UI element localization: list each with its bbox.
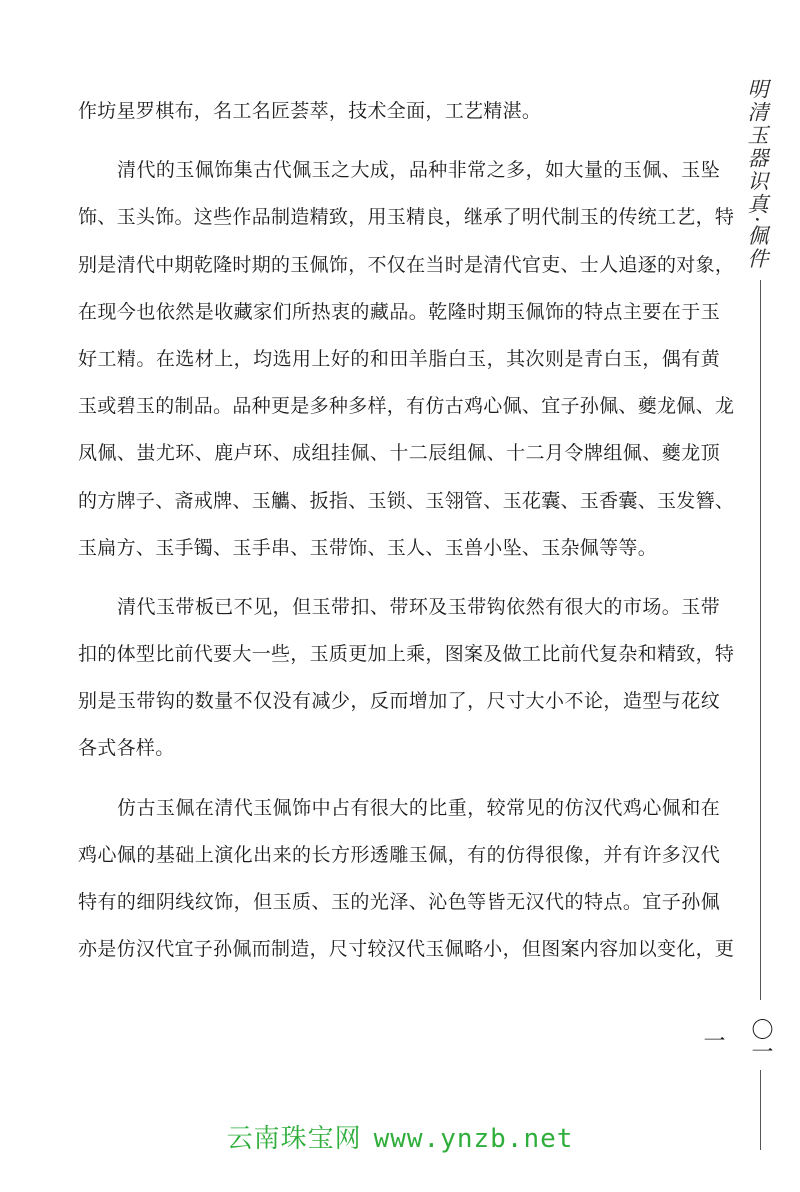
running-header: 明清玉器识真·佩件 <box>745 78 769 271</box>
watermark <box>0 1118 800 1155</box>
text-line: 在现今也依然是收藏家们所热衷的藏品。乾隆时期玉佩饰的特点主要在于玉 <box>78 300 720 323</box>
text-line: 别是玉带钩的数量不仅没有减少，反而增加了，尺寸大小不论，造型与花纹 <box>78 690 720 713</box>
text-line: 玉或碧玉的制品。品种更是多种多样，有仿古鸡心佩、宜子孙佩、夔龙佩、龙 <box>78 395 735 418</box>
text-line: 作坊星罗棋布，名工名匠荟萃，技术全面，工艺精湛。 <box>78 100 542 122</box>
text-line: 凤佩、蚩尤环、鹿卢环、成组挂佩、十二辰组佩、十二月令牌组佩、夔龙顶 <box>78 442 720 465</box>
side-rule <box>760 280 761 1000</box>
text-line: 玉扁方、玉手镯、玉手串、玉带饰、玉人、玉兽小坠、玉杂佩等等。 <box>78 536 658 559</box>
text-line: 饰、玉头饰。这些作品制造精致，用玉精良，继承了明代制玉的传统工艺，特 <box>78 206 735 229</box>
paragraph-gap <box>78 572 720 584</box>
page-number: 〇一一 <box>736 1010 784 1070</box>
text-line: 好工精。在选材上，均选用上好的和田羊脂白玉，其次则是青白玉，偶有黄 <box>78 347 720 370</box>
text-line: 清代玉带板已不见，但玉带扣、带环及玉带钩依然有很大的市场。玉带 <box>117 595 720 618</box>
watermark-url: www.ynzb.net <box>373 1124 574 1154</box>
text-line: 仿古玉佩在清代玉佩饰中占有很大的比重，较常见的仿汉代鸡心佩和在 <box>117 796 720 819</box>
watermark-site-name: 云南珠宝网 <box>226 1124 362 1154</box>
text-line: 特有的细阴线纹饰，但玉质、玉的光泽、沁色等皆无汉代的特点。宜子孙佩 <box>78 891 720 913</box>
text-line: 扣的体型比前代要大一些，玉质更加上乘，图案及做工比前代复杂和精致，特 <box>78 643 735 666</box>
text-line: 各式各样。 <box>78 737 175 760</box>
text-line: 鸡心佩的基础上演化出来的长方形透雕玉佩，有的仿得很像，并有许多汉代 <box>78 843 720 866</box>
text-line: 清代的玉佩饰集古代佩玉之大成，品种非常之多，如大量的玉佩、玉坠 <box>117 159 720 182</box>
text-line: 的方牌子、斋戒牌、玉觿、扳指、玉锁、玉翎管、玉花囊、玉香囊、玉发簪、 <box>78 489 735 512</box>
body-text <box>78 88 735 973</box>
text-line: 别是清代中期乾隆时期的玉佩饰，不仅在当时是清代官吏、士人追逐的对象， <box>78 253 735 276</box>
text-line: 亦是仿汉代宜子孙佩而制造，尺寸较汉代玉佩略小，但图案内容加以变化，更 <box>78 938 735 961</box>
paragraph-gap <box>78 135 720 147</box>
paragraph-gap <box>78 773 720 785</box>
